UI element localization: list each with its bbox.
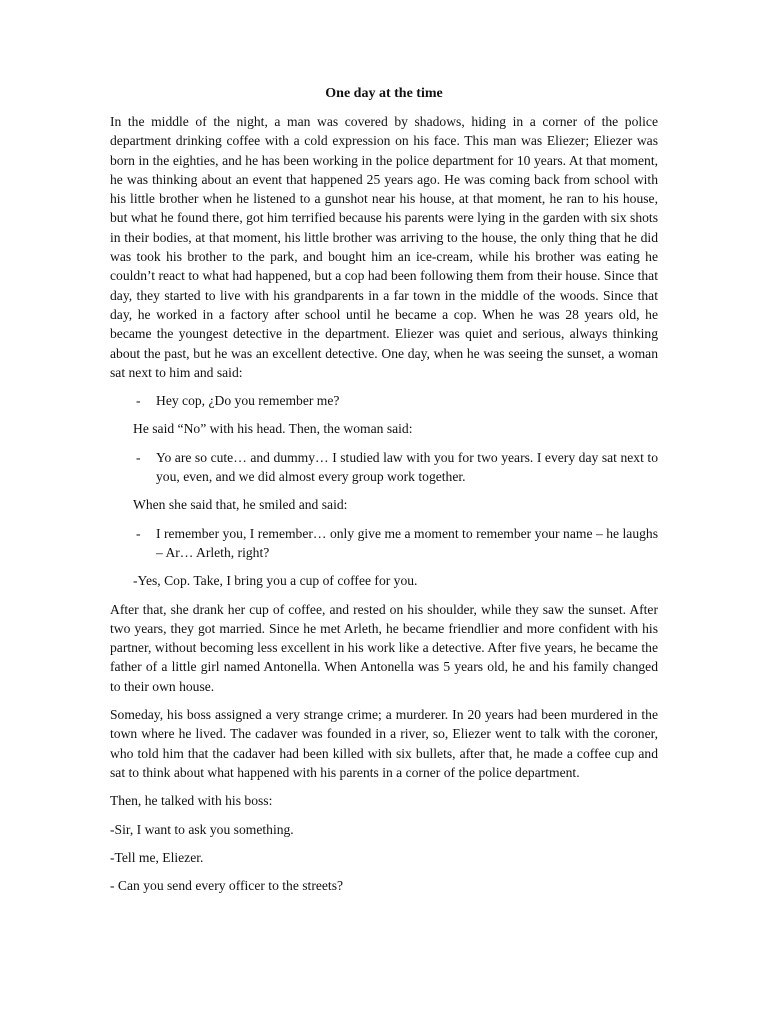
dialogue-text: Yo are so cute… and dummy… I studied law with you for two years. I every day sat next to you, even, and we did almost every group work together. bbox=[156, 449, 658, 485]
document-title: One day at the time bbox=[325, 86, 443, 101]
paragraph: In the middle of the night, a man was covered by shadows, hiding in a corner of the police department drinking coffee with a cold expression on his face. This man was Eliezer; Eliezer was born in the eighties, and he has been working in the police department for 10 years. At that moment, he was thinking about an event that happened 25 years ago. He was coming back from school with his little brother when he listened to a gunshot near his house, at that moment, he ran to his house, but what he found there, got him terrified because his parents were lying in the garden with six shots in their bodies, at that moment, his little brother was arriving to the house, the only thing that he did was took his brother to the park, and bought him an ice-cream, while his brother was eating he couldn’t react to what had happened, but a cop had been following them from their house. Since that day, they started to live with his grandparents in a far town in the middle of the woods. Since that day, he worked in a factory after school until he became a cop. When he was 28 years old, he became the youngest detective in the department. Eliezer was quiet and serious, always thinking about the past, but he was an excellent detective. One day, when he was seeing the sunset, a woman sat next to him and said: bbox=[110, 114, 658, 380]
dialogue-text: Hey cop, ¿Do you remember me? bbox=[156, 393, 340, 409]
dialogue-item bbox=[110, 524, 658, 563]
narration-line: He said “No” with his head. Then, the woman said: bbox=[133, 421, 413, 437]
narration-line: When she said that, he smiled and said: bbox=[133, 497, 348, 513]
dialogue-line: - Can you send every officer to the streets? bbox=[110, 878, 344, 894]
dialogue-line: -Tell me, Eliezer. bbox=[110, 849, 204, 865]
document-page bbox=[110, 84, 658, 904]
paragraph: After that, she drank her cup of coffee, and rested on his shoulder, while they saw the sunset. After two years, they got married. Since he met Arleth, he became friendlier and more confident with his partner, without becoming less excellent in his work like a detective. After five years, he became the father of a little girl named Antonella. When Antonella was 5 years old, he and his family changed to their own house. bbox=[110, 601, 658, 694]
dash-bullet: - bbox=[136, 449, 141, 465]
text-line: Then, he talked with his boss: bbox=[110, 793, 273, 809]
dialogue-line: -Sir, I want to ask you something. bbox=[110, 821, 294, 837]
dialogue-line: -Yes, Cop. Take, I bring you a cup of coffee for you. bbox=[133, 573, 418, 589]
paragraph: Someday, his boss assigned a very strange crime; a murderer. In 20 years had been murdered in the town where he lived. The cadaver was founded in a river, so, Eliezer went to talk with the coroner, who told him that the cadaver had been killed with six bullets, after that, he made a coffee cup and sat to think about what happened with his parents in a corner of the police department. bbox=[110, 707, 658, 780]
dash-bullet: - bbox=[136, 525, 141, 541]
dialogue-item bbox=[110, 448, 658, 487]
dialogue-text: I remember you, I remember… only give me a moment to remember your name – he laughs – Ar… Arleth, right? bbox=[156, 525, 658, 560]
dialogue-item bbox=[110, 391, 658, 410]
dash-bullet: - bbox=[136, 393, 141, 409]
